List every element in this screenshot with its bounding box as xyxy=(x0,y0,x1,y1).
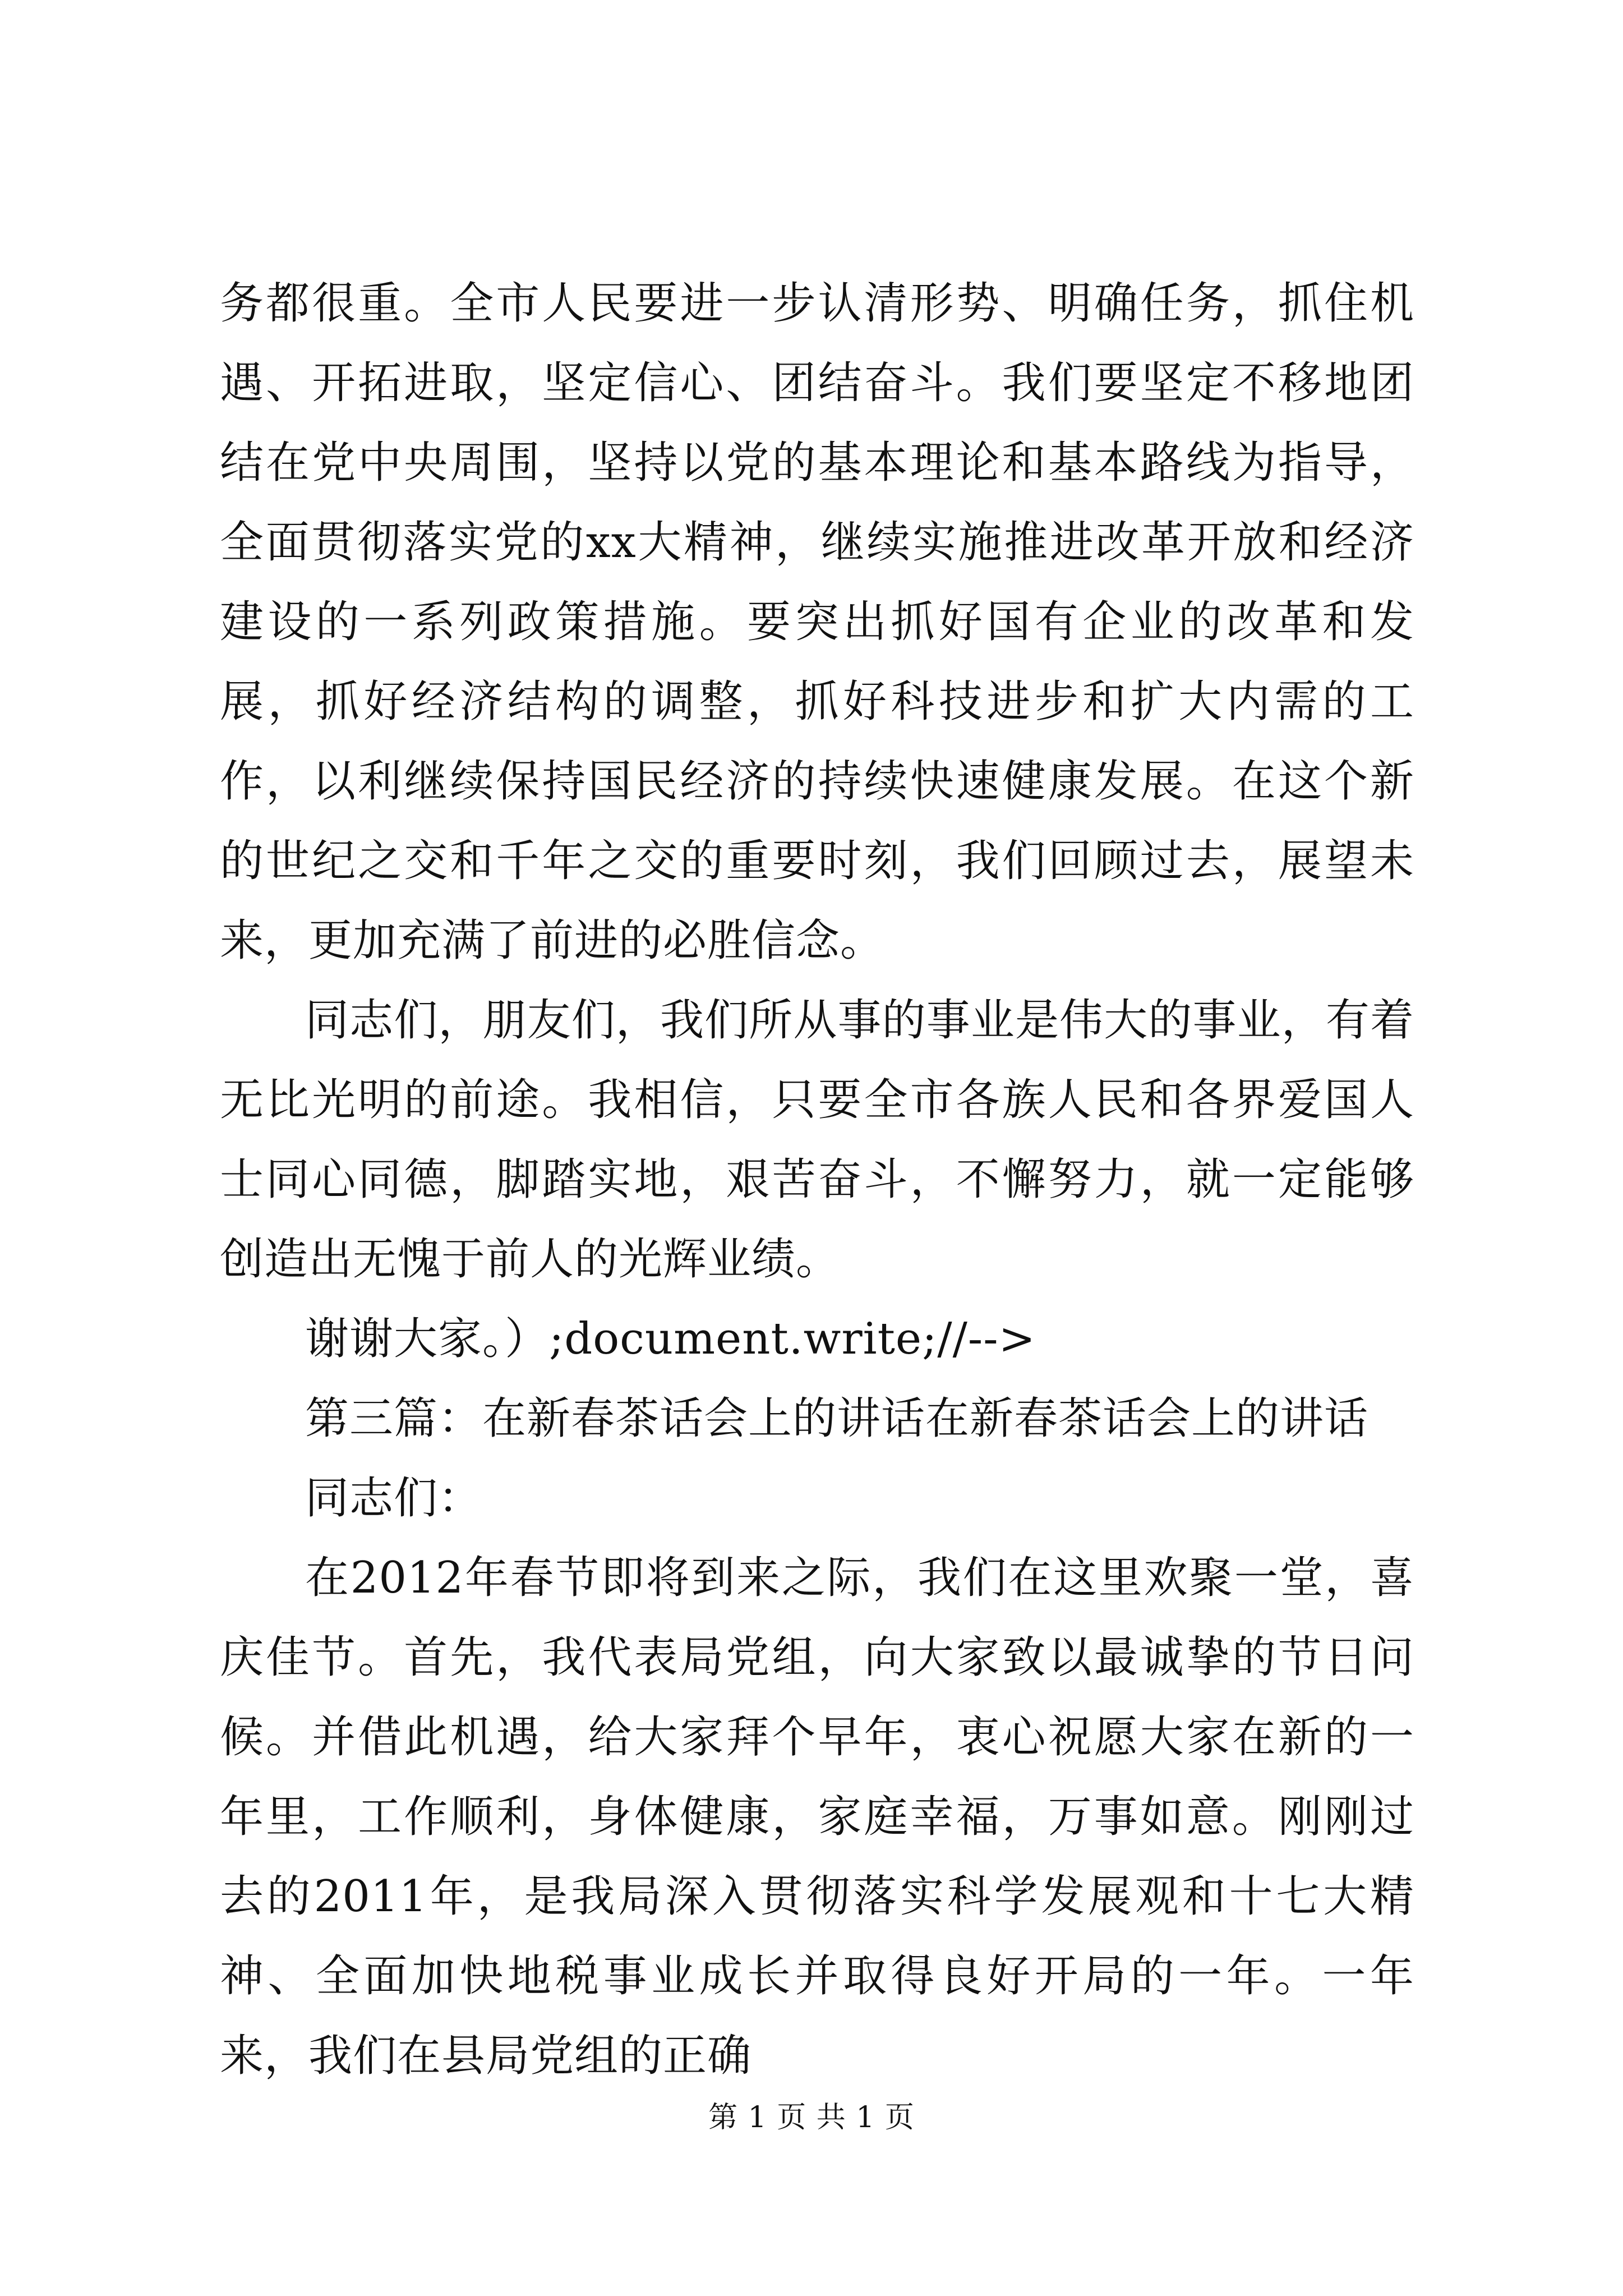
salutation: 同志们： xyxy=(305,1473,483,1524)
paragraph-1: 务都很重。全市人民要进一步认清形势、明确任务，抓住机遇、开拓进取，坚定信心、团结奋斗。我们要坚定不移地团结在党中央周围，坚持以党的基本理论和基本路线为指导，全面贯彻落实党的xx大精神，继续实施推进改革开放和经济建设的一系列政策措施。要突出抓好国有企业的改革和发展，抓好经济结构的调整，抓好科技进步和扩大内需的工作，以利继续保持国民经济的持续快速健康发展。在这个新的世纪之交和千年之交的重要时刻，我们回顾过去，展望未来，更加充满了前进的必胜信念。 xyxy=(220,278,1414,966)
paragraph-3: 谢谢大家。）;document.write;//--> xyxy=(305,1314,1036,1364)
page-footer: 第 1 页 共 1 页 xyxy=(708,2101,915,2134)
document-body xyxy=(220,264,1414,2096)
section-heading: 第三篇：在新春茶话会上的讲话在新春茶话会上的讲话 xyxy=(305,1393,1369,1444)
paragraph-2: 同志们，朋友们，我们所从事的事业是伟大的事业，有着无比光明的前途。我相信，只要全市各族人民和各界爱国人士同心同德，脚踏实地，艰苦奋斗，不懈努力，就一定能够创造出无愧于前人的光辉业绩。 xyxy=(220,995,1414,1285)
paragraph-6: 在2012年春节即将到来之际，我们在这里欢聚一堂，喜庆佳节。首先，我代表局党组，向大家致以最诚挚的节日问候。并借此机遇，给大家拜个早年，衷心祝愿大家在新的一年里，工作顺利，身体健康，家庭幸福，万事如意。刚刚过去的2011年，是我局深入贯彻落实科学发展观和十七大精神、全面加快地税事业成长并取得良好开局的一年。一年来，我们在县局党组的正确 xyxy=(220,1553,1414,2081)
